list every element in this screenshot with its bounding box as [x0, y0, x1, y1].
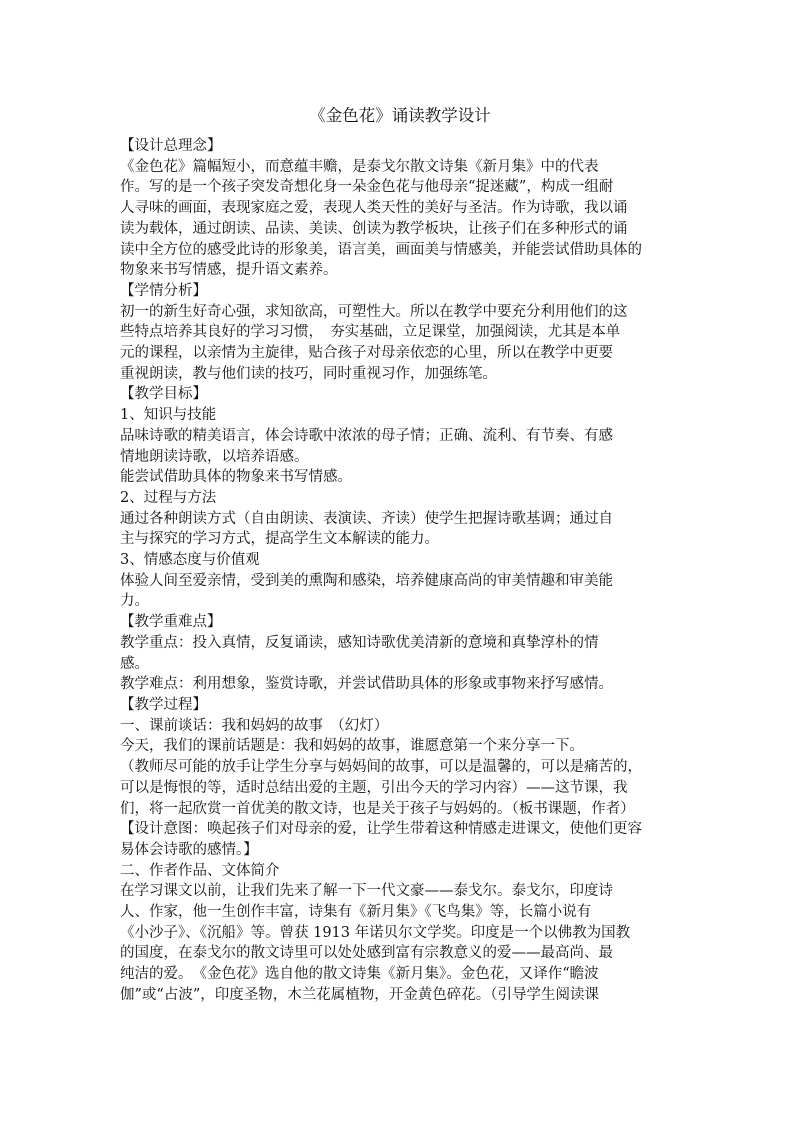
text-line: 主与探究的学习方式，提高学生文本解读的能力。	[120, 531, 439, 548]
text-line: 人寻味的画面，表现家庭之爱，表现人类天性的美好与圣洁。作为诗歌，我以诵	[120, 200, 628, 217]
text-line: 2、过程与方法	[120, 489, 217, 506]
text-line: 【设计总理念】	[120, 138, 222, 154]
text-line: 能尝试借助具体的物象来书写情感。	[120, 469, 352, 486]
text-line: 元的课程，以亲情为主旋律，贴合孩子对母亲依恋的心里，所以在教学中更要	[120, 345, 613, 362]
text-line: 的国度，在泰戈尔的散文诗里可以处处感到富有宗教意义的爱——最高尚、最	[120, 945, 613, 962]
text-line: 伽”或“占波”，印度圣物，木兰花属植物，开金黄色碎花。（引导学生阅读课	[120, 986, 599, 1003]
text-line: 情地朗读诗歌，以培养语感。	[120, 448, 309, 465]
text-line: 品味诗歌的精美语言，体会诗歌中浓浓的母子情；正确、流利、有节奏、有感	[120, 427, 613, 444]
text-line: （教师尽可能的放手让学生分享与妈妈间的故事，可以是温馨的，可以是痛苦的，	[120, 759, 642, 776]
text-line: 重视朗读，教与他们读的技巧，同时重视习作，加强练笔。	[120, 365, 497, 382]
text-line: 读中全方位的感受此诗的形象美，语言美，画面美与情感美，并能尝试借助具体的	[120, 241, 642, 258]
text-line: 通过各种朗读方式（自由朗读、表演读、齐读）使学生把握诗歌基调；通过自	[120, 510, 613, 527]
text-line: 读为载体，通过朗读、品读、美读、创读为教学板块，让孩子们在多种形式的诵	[120, 220, 628, 237]
text-line: 作。写的是一个孩子突发奇想化身一朵金色花与他母亲“捉迷藏”，构成一组耐	[120, 179, 614, 196]
text-line: 【教学目标】	[120, 386, 207, 403]
text-line: 纯洁的爱。 《金色花》选自他的散文诗集《新月集》。金色花，又译作“瞻波	[120, 966, 599, 983]
text-line: 3、情感态度与价值观	[120, 552, 260, 569]
document-title: 《金色花》诵读教学设计	[309, 106, 491, 125]
text-line: 《金色花》篇幅短小，而意蕴丰赡，是泰戈尔散文诗集《新月集》中的代表	[120, 158, 599, 175]
text-line: 可以是悔恨的等，适时总结出爱的主题，引出今天的学习内容）——这节课，我	[120, 779, 628, 796]
text-line: 今天，我们的课前话题是：我和妈妈的故事，谁愿意第一个来分享一下。	[120, 738, 584, 755]
text-line: 【设计意图：唤起孩子们对母亲的爱，让学生带着这种情感走进课文，使他们更容	[120, 821, 642, 838]
text-line: 【教学过程】	[120, 696, 207, 713]
text-line: 教学难点：利用想象，鉴赏诗歌，并尝试借助具体的形象或事物来抒写感情。	[120, 676, 613, 693]
text-line: 在学习课文以前，让我们先来了解一下一代文豪——泰戈尔。泰戈尔，印度诗	[120, 883, 613, 900]
text-line: 《小沙子》、《沉船》等。曾获 1913 年诺贝尔文学奖。印度是一个以佛教为国教	[120, 924, 631, 941]
text-line: 二、作者作品、文体简介	[120, 862, 280, 879]
document-page	[120, 104, 680, 1006]
text-line: 些特点培养其良好的学习习惯， 夯实基础，立足课堂，加强阅读，尤其是本单	[120, 324, 621, 341]
text-line: 教学重点：投入真情，反复诵读，感知诗歌优美清新的意境和真挚淳朴的情	[120, 634, 599, 651]
document-body	[120, 136, 680, 1006]
text-line: 人、作家，他一生创作丰富，诗集有《新月集》《飞鸟集》等，长篇小说有	[120, 904, 592, 921]
text-line: 1、知识与技能	[120, 407, 217, 424]
text-line: 们，将一起欣赏一首优美的散文诗，也是关于孩子与妈妈的。（板书课题，作者）	[120, 800, 635, 817]
text-line: 【学情分析】	[120, 282, 207, 299]
text-line: 易体会诗歌的感情。】	[120, 841, 258, 858]
text-line: 力。	[120, 593, 149, 610]
text-line: 物象来书写情感，提升语文素养。	[120, 262, 338, 279]
text-line: 【教学重难点】	[120, 614, 222, 631]
text-line: 初一的新生好奇心强，求知欲高，可塑性大。所以在教学中要充分利用他们的这	[120, 303, 628, 320]
text-line: 一、课前谈话：我和妈妈的故事 （幻灯）	[120, 717, 389, 734]
text-line: 感。	[120, 655, 149, 672]
text-line: 体验人间至爱亲情，受到美的熏陶和感染，培养健康高尚的审美情趣和审美能	[120, 572, 613, 589]
